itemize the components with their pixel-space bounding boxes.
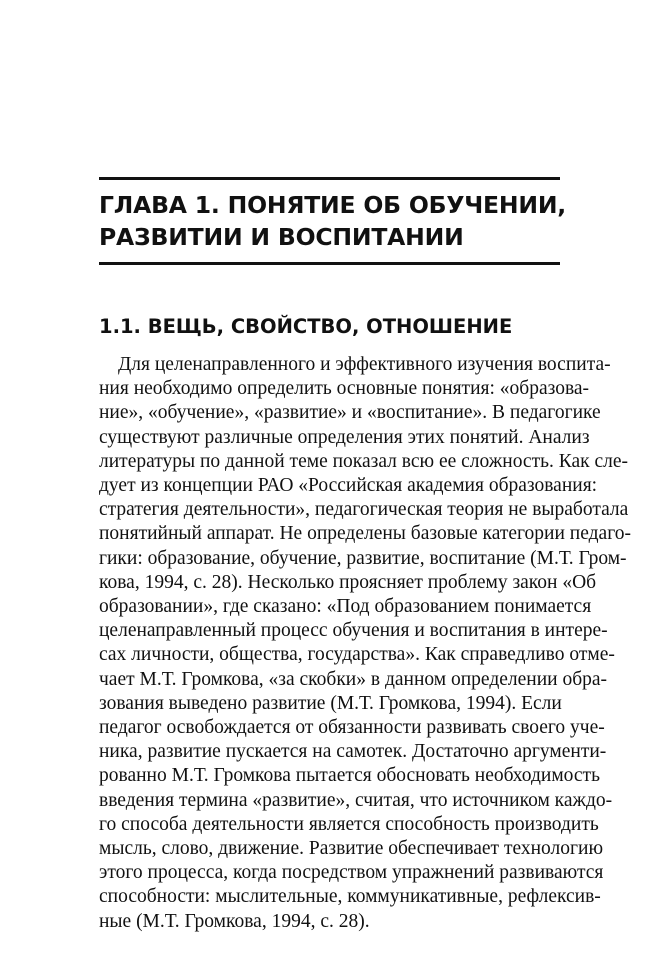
paragraph-line: ние», «обучение», «развитие» и «воспитание». В педагогике <box>99 402 601 424</box>
paragraph-line: мысль, слово, движение. Развитие обеспечивает технологию <box>99 838 604 860</box>
paragraph-line: го способа деятельности является способность производить <box>99 813 599 835</box>
paragraph-line: Для целенаправленного и эффективного изучения воспита- <box>118 354 611 375</box>
paragraph-line: существуют различные определения этих понятий. Анализ <box>99 426 590 448</box>
paragraph-line: педагог освобождается от обязанности развивать своего уче- <box>99 717 605 739</box>
paragraph-line: кова, 1994, с. 28). Несколько проясняет проблему закон «Об <box>99 571 597 593</box>
paragraph-line: понятийный аппарат. Не определены базовые категории педаго- <box>99 523 631 545</box>
paragraph-line: этого процесса, когда посредством упражнений развиваются <box>99 862 604 884</box>
paragraph-line: литературы по данной теме показал всю ее сложность. Как сле- <box>99 450 629 472</box>
chapter-title-line: ГЛАВА 1. ПОНЯТИЕ ОБ ОБУЧЕНИИ, <box>99 191 567 219</box>
paragraph-line: сах личности, общества, государства». Как справедливо отме- <box>99 644 615 666</box>
chapter-title-line: РАЗВИТИИ И ВОСПИТАНИИ <box>99 223 464 251</box>
paragraph-line: рованно М.Т. Громкова пытается обосновать необходимость <box>99 765 600 787</box>
paragraph-line: зования выведено развитие (М.Т. Громкова, 1994). Если <box>99 692 562 714</box>
paragraph-line: введения термина «развитие», считая, что источником каждо- <box>99 789 613 811</box>
paragraph-line: ные (М.Т. Громкова, 1994, с. 28). <box>99 910 370 932</box>
paragraph-line: стратегия деятельности», педагогическая теория не выработала <box>99 499 629 521</box>
paragraph-line: ния необходимо определить основные понятия: «образова- <box>99 378 590 400</box>
paragraph-line: гики: образование, обучение, развитие, воспитание (М.Т. Гром- <box>99 547 627 569</box>
body-paragraph <box>99 353 631 934</box>
paragraph-line: чает М.Т. Громкова, «за скобки» в данном определении обра- <box>99 668 608 690</box>
paragraph-line: дует из концепции РАО «Российская академия образования: <box>99 475 598 497</box>
paragraph-line: способности: мыслительные, коммуникативные, рефлексив- <box>99 886 601 908</box>
paragraph-line: ника, развитие пускается на самотек. Достаточно аргументи- <box>99 741 607 763</box>
paragraph-line: целенаправленный процесс обучения и воспитания в интере- <box>99 620 608 642</box>
chapter-title <box>99 189 579 253</box>
section-title: 1.1. ВЕЩЬ, СВОЙСТВО, ОТНОШЕНИЕ <box>99 315 513 338</box>
chapter-bottom-rule <box>99 262 560 265</box>
paragraph-line: образовании», где сказано: «Под образованием понимается <box>99 596 592 618</box>
chapter-top-rule <box>99 177 560 180</box>
